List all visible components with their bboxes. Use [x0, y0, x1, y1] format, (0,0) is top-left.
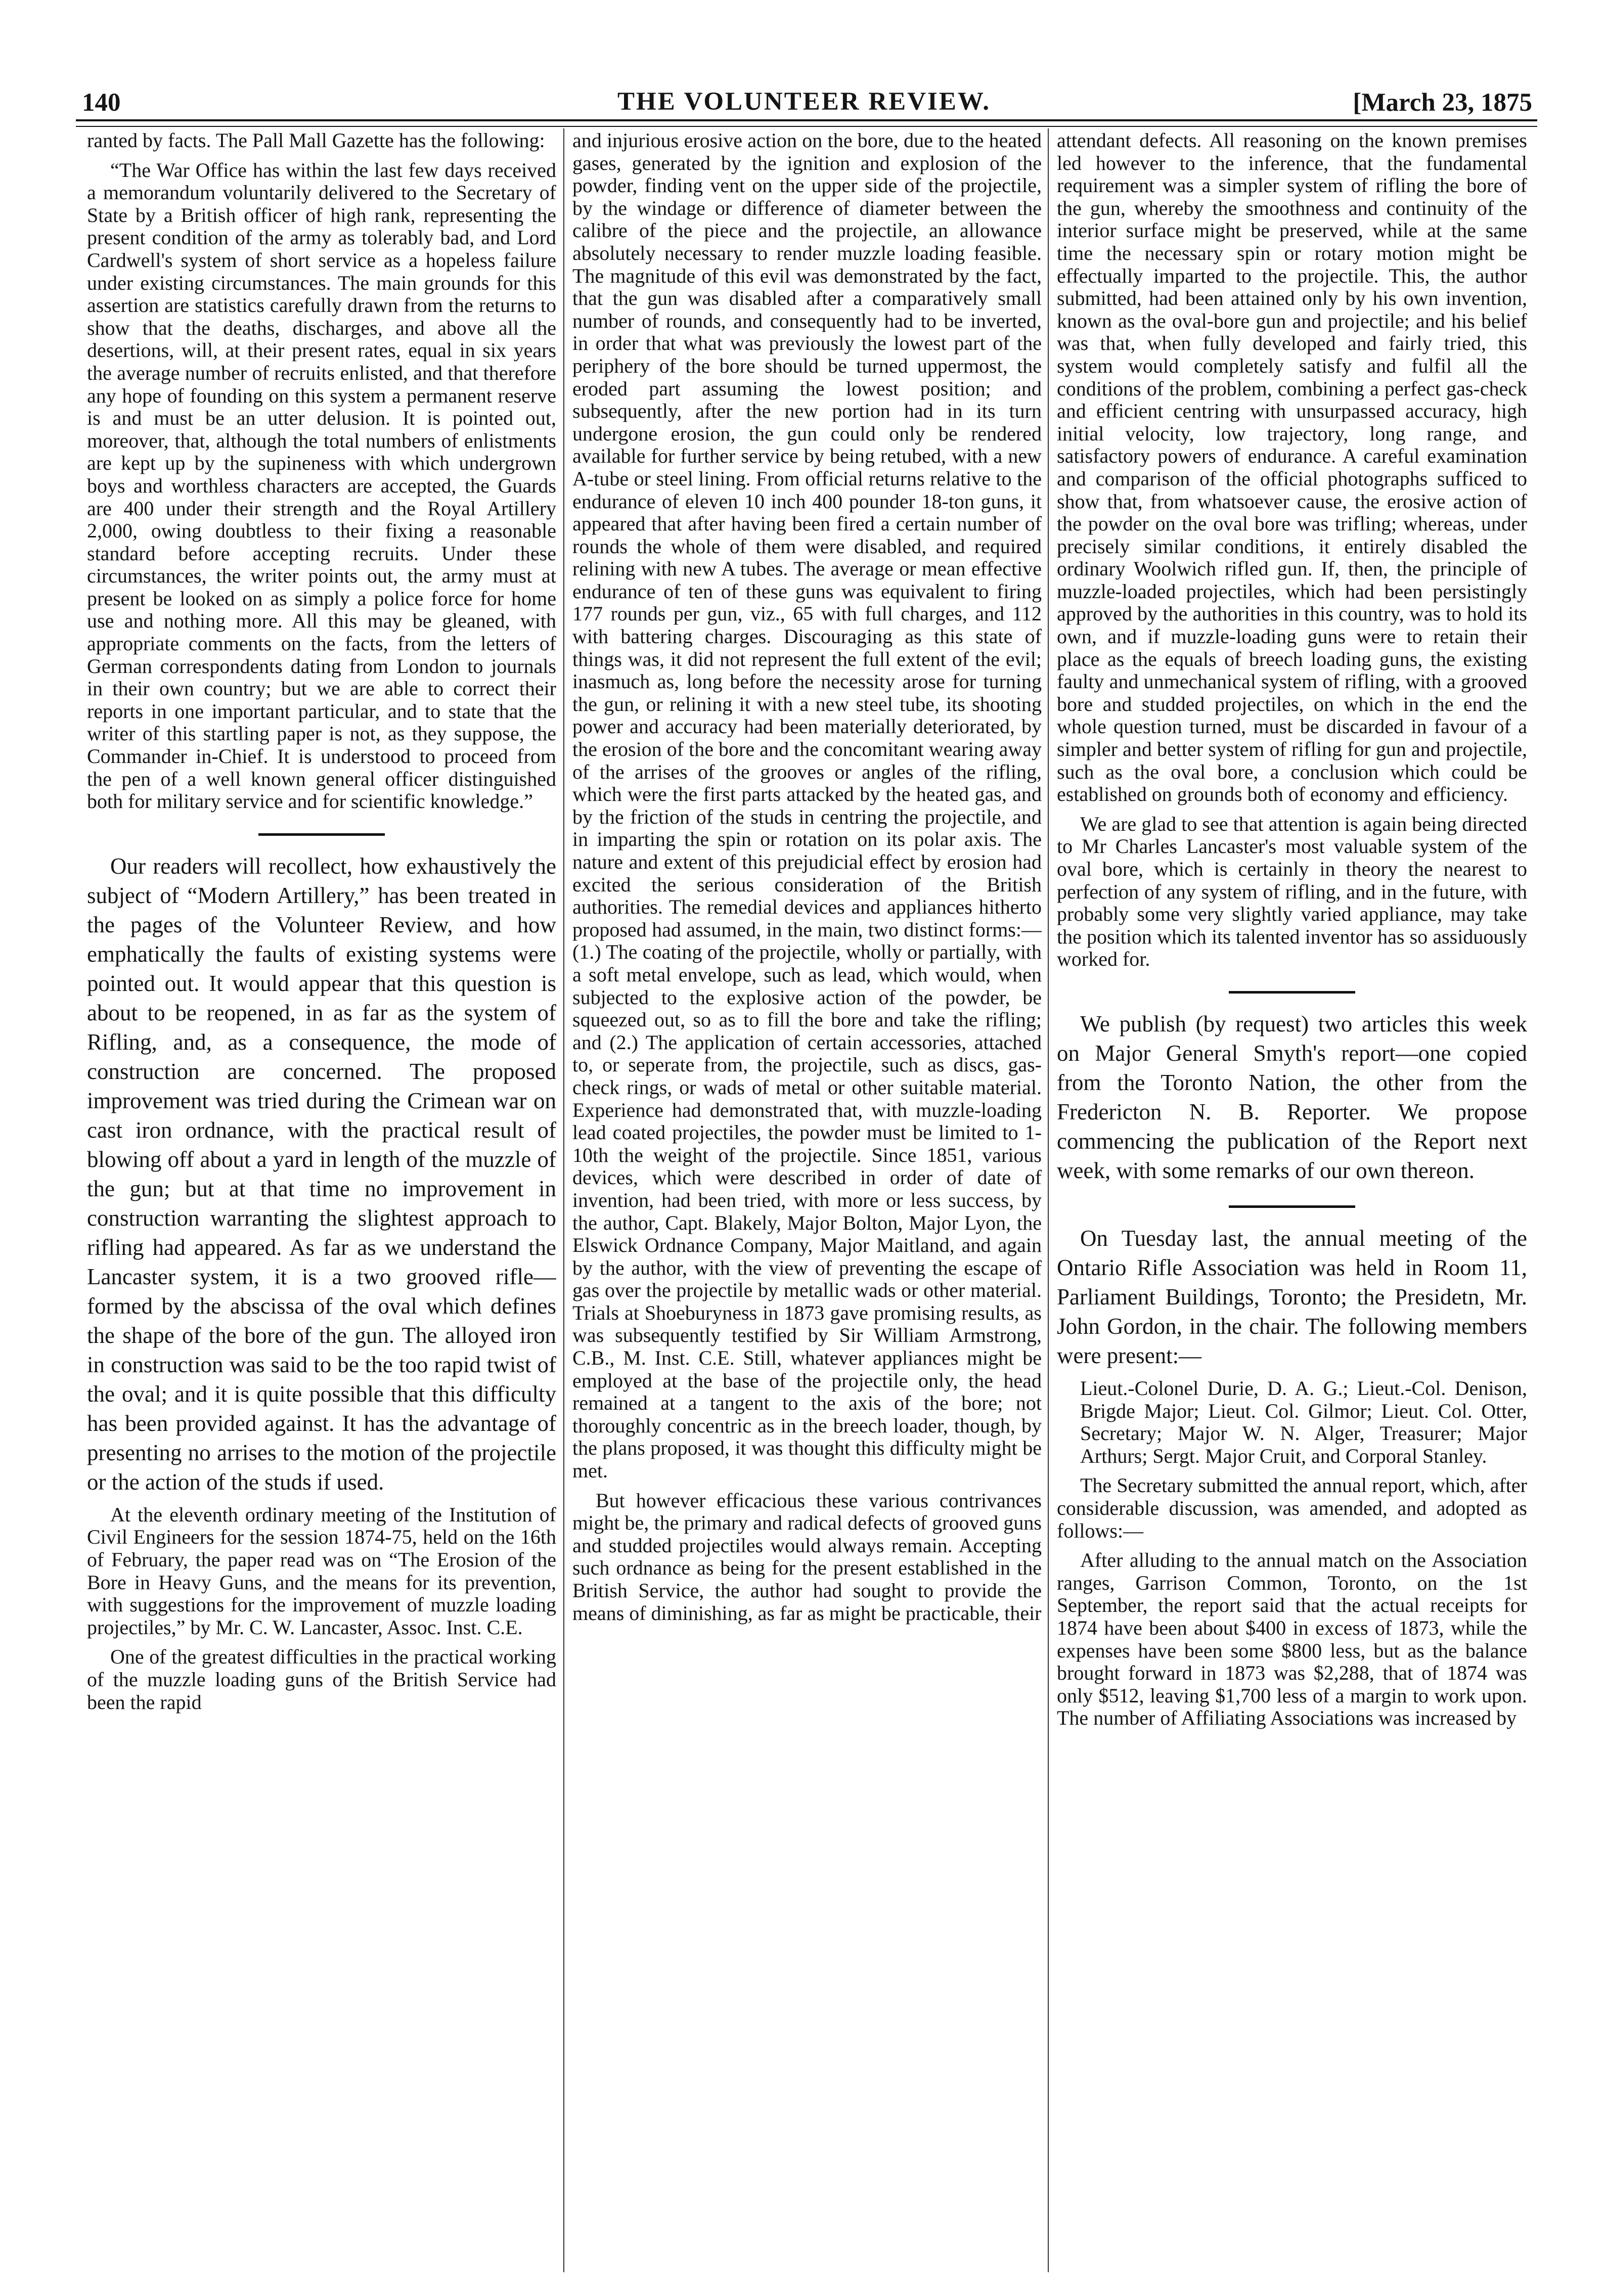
institution-meeting-paragraph: At the eleventh ordinary meeting of the Institution of Civil Engineers for the session 1874-75, held on the 16th of February, the paper read was on “The Erosion of the Bore in Heavy Guns, and the means for its prevention, with suggestions for the improvement of muzzle loading projectiles,” by Mr. C. W. Lancaster, Assoc. Inst. C.E.: [87, 1503, 556, 1639]
issue-date: [March 23, 1875: [1353, 88, 1532, 117]
column-divider: [1048, 128, 1049, 2272]
page-number: 140: [82, 88, 121, 117]
article-paragraph: and injurious erosive action on the bore, due to the heated gases, generated by the ignition and explosion of the powder, finding vent on the upper side of the projectile, by the windage or difference of diameter between the calibre of the piece and the projectile, an allowance absolutely necessary to render muzzle loading feasible. The magnitude of this evil was demonstrated by the fact, that the gun was disabled after a comparatively small number of rounds, and consequently had to be inverted, in order that what was previously the lowest part of the periphery of the bore should be turned uppermost, the eroded part assuming the lowest position; and subsequently, after the new portion had in its turn undergone erosion, the gun could only be rendered available for further service by being retubed, with a new A-tube or steel lining. From official returns relative to the endurance of eleven 10 inch 400 pounder 18-ton guns, it appeared that after having been fired a certain number of rounds the whole of them were disabled, and required relining with new A tubes. The average or mean effective endurance of ten of these guns was equivalent to firing 177 rounds per gun, viz., 65 with full charges, and 112 with battering charges. Discouraging as this state of things was, it did not represent the full extent of the evil; inasmuch as, long before the necessity arose for turning the gun, or relining it with a new steel tube, its shooting power and accuracy had been materially deteriorated, by the erosion of the bore and the concomitant wearing away of the arrises of the grooves or angles of the rifling, which were the first parts attacked by the heated gas, and by the friction of the studs in centring the projectile, and in imparting the spin or rotation on its polar axis. The nature and extent of this prejudicial effect by erosion had excited the serious consideration of the British authorities. The remedial devices and appliances hitherto proposed had assumed, in the main, two distinct forms:—(1.) The coating of the projectile, wholly or partially, with a soft metal envelope, such as lead, which would, when subjected to the explosive action of the powder, be squeezed out, so as to fill the bore and take the rifling; and (2.) The application of certain accessories, attached to, or seperate from, the projectile, such as discs, gas-check rings, or wads of metal or other suitable material. Experience had demonstrated that, with muzzle-loading lead coated projectiles, the powder must be limited to 1-10th the weight of the projectile. Since 1851, various devices, which were described in order of date of invention, had been tried, with more or less success, by the author, Capt. Blakely, Major Bolton, Major Lyon, the Elswick Ordnance Company, Major Maitland, and again by the author, with the view of preventing the escape of gas over the projectile by metallic wads or other material. Trials at Shoeburyness in 1873 gave promising results, as was subsequently testified by Sir William Armstrong, C.B., M. Inst. C.E. Still, whatever appliances might be employed at the base of the projectile only, the head remained at a tangent to the axis of the bore; not thoroughly concentric as in the breech loader, though, by the plans proposed, it was thought this difficulty might be met.: [572, 129, 1042, 1482]
article-paragraph: But however efficacious these various contrivances might be, the primary and radical defects of grooved guns and studded projectiles would always remain. Accepting such ordnance as being for the present established in the British Service, the author had sought to provide the means of diminishing, as far as might be practicable, their: [572, 1489, 1042, 1625]
article-paragraph: One of the greatest difficulties in the practical working of the muzzle loading guns of the British Service had been the rapid: [87, 1645, 556, 1714]
rifle-association-paragraph: On Tuesday last, the annual meeting of the Ontario Rifle Association was held in Room 11, Parliament Buildings, Toronto; the Presidetn, Mr. John Gordon, in the chair. The following members were present:—: [1057, 1225, 1527, 1368]
article-separator: [1057, 1192, 1527, 1224]
artillery-article-paragraph: Our readers will recollect, how exhaustively the subject of “Modern Artillery,” has been treated in the pages of the Volunteer Review, and how emphatically the faults of existing systems were pointed out. It would appear that this question is about to be reopened, in as far as the system of Rifling, and, as a consequence, the mode of construction are concerned. The proposed improvement was tried during the Crimean war on cast iron ordnance, with the practical result of blowing off about a yard in length of the muzzle of the gun; but at that time no improvement in construction warranting the slightest approach to rifling had appeared. As far as we understand the Lancaster system, it is a two grooved rifle—formed by the abscissa of the oval which defines the shape of the bore of the gun. The alloyed iron in construction was said to be the too rapid twist of the oval; and it is quite possible that this difficulty has been provided against. It has the advantage of presenting no arrises to the motion of the projectile or the action of the studs if used.: [87, 853, 556, 1495]
smyth-report-notice: We publish (by request) two articles this week on Major General Smyth's report—one copied from the Toronto Nation, the other from the Fredericton N. B. Reporter. We propose commencing the publication of the Report next week, with some remarks of our own thereon.: [1057, 1011, 1527, 1183]
article-paragraph: ranted by facts. The Pall Mall Gazette has the following:: [87, 129, 545, 152]
column-2: [572, 129, 1042, 2273]
column-1: [87, 129, 556, 2273]
article-separator: [87, 820, 556, 851]
page-header: [76, 76, 1532, 122]
masthead-title: THE VOLUNTEER REVIEW.: [617, 87, 991, 116]
members-present-list: Lieut.-Colonel Durie, D. A. G.; Lieut.-Col. Denison, Brigde Major; Lieut. Col. Gilmor; Lieut. Col. Otter, Secretary; Major W. N. Alger, Treasurer; Major Arthurs; Sergt. Major Cruit, and Corporal Stanley.: [1080, 1376, 1527, 1467]
lancaster-paragraph: We are glad to see that attention is again being directed to Mr Charles Lancaster's most valuable system of the oval bore, which is certainly in theory the nearest to perfection of any system of rifling, and in the future, with probably some very slightly varied appliance, may take the position which its talented inventor has so assiduously worked for.: [1057, 812, 1527, 971]
article-separator: [1057, 978, 1527, 1009]
quoted-memorandum: “The War Office has within the last few days received a memorandum voluntarily delivered to the Secretary of State by a British officer of high rank, representing the present condition of the army as tolerably bad, and Lord Cardwell's system of short service as a hopeless failure under existing circumstances. The main grounds for this assertion are statistics carefully drawn from the returns to show that the deaths, discharges, and above all the desertions, will, at their present rates, equal in six years the average number of recruits enlisted, and that therefore any hope of founding on this system a permanent reserve is and must be an utter delusion. It is pointed out, moreover, that, although the total numbers of enlistments are kept up by the supineness with which undergrown boys and worthless characters are accepted, the Guards are 400 under their strength and the Royal Artillery 2,000, owing doubtless to their fixing a reasonable standard before accepting recruits. Under these circumstances, the writer points out, the army must at present be looked on as simply a police force for home use and nothing more. All this may be gleaned, with appropriate comments on the facts, from the letters of German correspondents dating from London to journals in their own country; but we are able to correct their reports in one important particular, and to state that the writer of this startling paper is not, as they suppose, the Commander in-Chief. It is understood to proceed from the pen of a well known general officer distinguished both for military service and for scientific knowledge.”: [87, 158, 556, 813]
column-divider: [563, 128, 564, 2272]
column-3: [1057, 129, 1527, 2273]
article-paragraph: After alluding to the annual match on the Association ranges, Garrison Common, Toronto, on the 1st September, the report said that the actual receipts for 1874 have been about $400 in excess of 1873, while the expenses have been some $800 less, but as the balance brought forward in 1873 was $2,288, that of 1874 was only $512, leaving $1,700 less of a margin to work upon. The number of Affiliating Associations was increased by: [1057, 1549, 1527, 1730]
article-paragraph: The Secretary submitted the annual report, which, after considerable discussion, was amended, and adopted as follows:—: [1057, 1474, 1527, 1542]
header-rule: [76, 119, 1537, 127]
article-paragraph: attendant defects. All reasoning on the known premises led however to the inference, that the fundamental requirement was a simpler system of rifling the bore of the gun, whereby the smoothness and continuity of the interior surface might be preserved, while at the same time the necessary spin or rotary motion might be effectually imparted to the projectile. This, the author submitted, had been attained only by his own invention, known as the oval-bore gun and projectile; and his belief was that, when fully developed and fairly tried, this system would completely satisfy and fulfil all the conditions of the problem, combining a perfect gas-check and efficient centring with unsurpassed accuracy, high initial velocity, low trajectory, long range, and satisfactory powers of endurance. A careful examination and comparison of the official photographs sufficed to show that, from whatsoever cause, the erosive action of the powder on the oval bore was trifling; whereas, under precisely similar conditions, it entirely disabled the ordinary Woolwich rifled gun. If, then, the principle of muzzle-loaded projectiles, which had been persistingly approved by the authorities in this country, was to hold its own, and if muzzle-loading guns were to retain their place as the equals of breech loading guns, the existing faulty and unmechanical system of rifling, with a grooved bore and studded projectiles, on which in the end the whole question turned, must be discarded in favour of a simpler and better system of rifling for gun and projectile, such as the oval bore, a conclusion which could be established on grounds both of economy and efficiency.: [1057, 129, 1527, 806]
